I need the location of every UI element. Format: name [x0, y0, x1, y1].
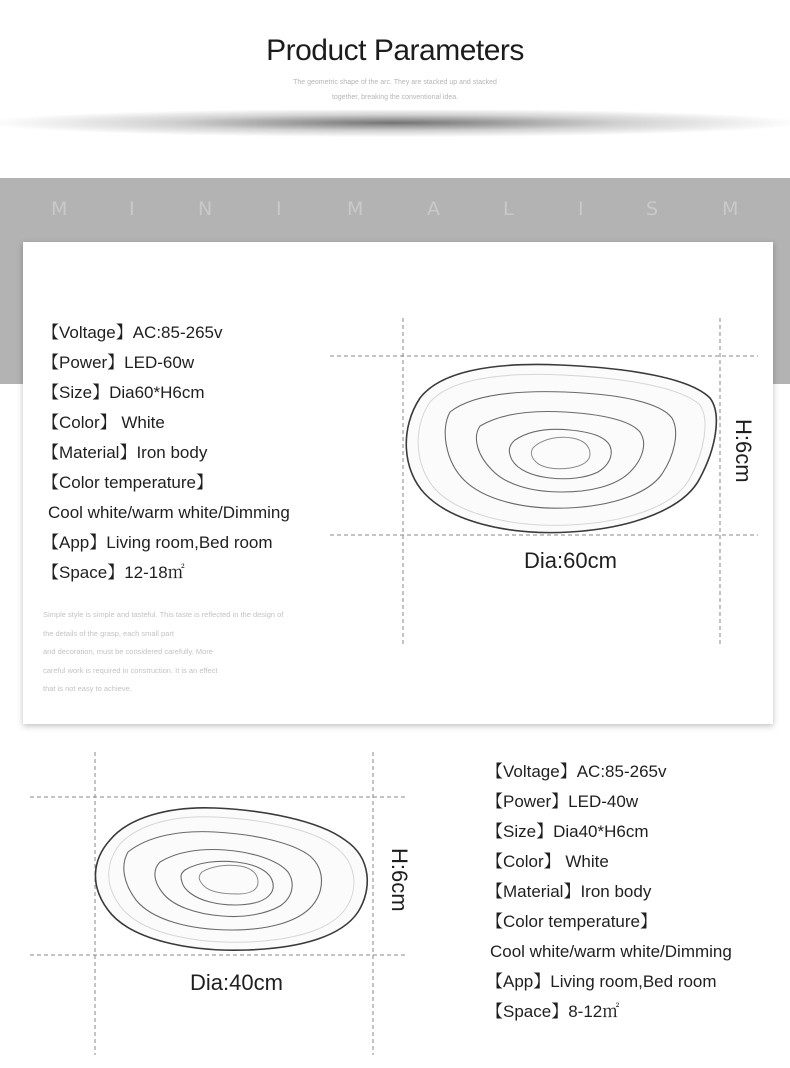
spec-material: 【Material】Iron body [42, 443, 208, 462]
spec-color-temperature-value: Cool white/warm white/Dimming [490, 942, 732, 961]
description-text [43, 606, 323, 699]
spec-list-large [42, 318, 290, 588]
dimension-height-large: H:6cm [731, 419, 756, 483]
spec-size: 【Size】Dia40*H6cm [486, 822, 649, 841]
spec-app: 【App】Living room,Bed room [486, 972, 717, 991]
minimalism-letters [0, 198, 790, 222]
banner-letter: A [427, 198, 440, 220]
banner-letter: I [276, 198, 282, 220]
spec-space: 【Space】8-12㎡ [486, 1002, 620, 1021]
spec-material: 【Material】Iron body [486, 882, 652, 901]
banner-letter: M [51, 198, 68, 220]
banner-letter: S [646, 198, 659, 220]
spec-color-temperature: 【Color temperature】 [42, 473, 214, 492]
spec-space: 【Space】12-18㎡ [42, 563, 185, 582]
spec-color-temperature-value: Cool white/warm white/Dimming [48, 503, 290, 522]
dimension-height-small: H:6cm [387, 848, 412, 912]
spec-power: 【Power】LED-60w [42, 353, 195, 372]
banner-letter: L [503, 198, 514, 220]
banner-letter: M [722, 198, 739, 220]
description-line: and decoration, must be considered carefully. More [43, 647, 213, 656]
description-line: careful work is required in construction. It is an effect [43, 665, 218, 675]
description-line: that is not easy to achieve. [43, 684, 132, 693]
banner-letter: I [578, 198, 584, 220]
lamp-small-outline [95, 808, 367, 950]
page-subtitle [270, 75, 520, 105]
banner-letter: M [347, 198, 364, 220]
dimension-diameter-large: Dia:60cm [524, 548, 617, 573]
lamp-small-guides [30, 752, 405, 1055]
spec-color: 【Color】 White [42, 413, 165, 432]
spec-color: 【Color】 White [486, 852, 609, 871]
spec-voltage: 【Voltage】AC:85-265v [486, 762, 667, 781]
subtitle-line-1: The geometric shape of the arc. They are stacked up and stacked [293, 79, 497, 86]
banner-letter: I [129, 198, 135, 220]
subtitle-line-2: together, breaking the conventional idea. [331, 94, 459, 101]
spec-app: 【App】Living room,Bed room [42, 533, 273, 552]
lamp-small-drawing [95, 808, 367, 950]
dimension-diameter-small: Dia:40cm [190, 970, 283, 995]
spec-color-temperature: 【Color temperature】 [486, 912, 658, 931]
spec-size: 【Size】Dia60*H6cm [42, 383, 205, 402]
description-line: the details of the grasp, each small part [43, 628, 174, 638]
spec-voltage: 【Voltage】AC:85-265v [42, 323, 223, 342]
description-line: Simple style is simple and tasteful. This taste is reflected in the design of [43, 610, 284, 619]
banner-letter: N [198, 198, 213, 220]
spec-power: 【Power】LED-40w [486, 792, 639, 811]
page-title: Product Parameters [266, 34, 524, 67]
spec-list-small [486, 757, 732, 1027]
shadow-divider [0, 110, 790, 142]
